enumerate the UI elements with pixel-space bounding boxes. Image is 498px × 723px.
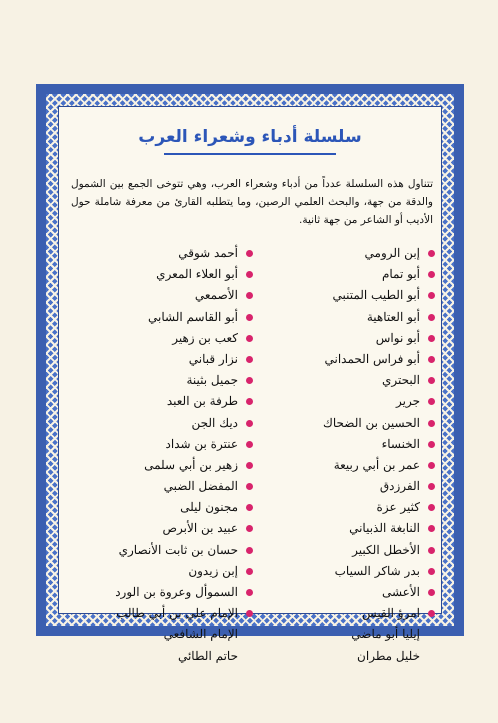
bullet-icon [246, 314, 253, 321]
list-item [53, 264, 253, 285]
bullet-icon [428, 377, 435, 384]
list-item-label: ديك الجن [191, 415, 238, 430]
list-item [265, 328, 435, 349]
list-item [53, 497, 253, 518]
bullet-icon [428, 250, 435, 257]
list-item [53, 476, 253, 497]
list-item-label: الفرزدق [379, 479, 420, 494]
bullet-icon [428, 441, 435, 448]
bullet-icon [428, 525, 435, 532]
bullet-icon [428, 420, 435, 427]
decorative-border [36, 84, 464, 663]
list-item-label: أبو الطيب المتنبي [332, 288, 420, 303]
list-item-label: النابغة الذبياني [349, 521, 420, 536]
list-item [265, 307, 435, 328]
list-item-label: الأخطل الكبير [352, 542, 420, 557]
list-item-label: مجنون ليلى [180, 500, 238, 515]
list-item-label: حسان بن ثابت الأنصاري [118, 542, 238, 557]
bullet-icon [246, 483, 253, 490]
list-item [265, 497, 435, 518]
bullet-icon [428, 462, 435, 469]
list-item-label: عنترة بن شداد [165, 436, 238, 451]
list-item [53, 646, 253, 667]
list-item-label: عمر بن أبي ربيعة [333, 457, 420, 472]
list-item-label: كعب بن زهير [172, 330, 238, 345]
list-item-label: امرؤ القيس [362, 606, 420, 621]
bullet-icon [246, 335, 253, 342]
list-item [265, 264, 435, 285]
bullet-icon [246, 504, 253, 511]
list-item-label: أبو فراس الحمداني [324, 351, 420, 366]
list-item-label: جرير [396, 394, 420, 409]
title-underline [164, 153, 336, 155]
bullet-icon [246, 525, 253, 532]
list-item [53, 413, 253, 434]
list-item [265, 518, 435, 539]
list-item-label: حاتم الطائي [177, 648, 238, 663]
bullet-icon [246, 398, 253, 405]
list-item [265, 434, 435, 455]
list-item-label: الحسين بن الضحاك [323, 415, 420, 430]
list-item [53, 285, 253, 306]
bullet-icon [246, 462, 253, 469]
list-item [265, 476, 435, 497]
list-item [53, 349, 253, 370]
list-item [53, 455, 253, 476]
list-item-label: البحتري [382, 373, 420, 388]
list-item [265, 391, 435, 412]
bullet-icon [246, 568, 253, 575]
bullet-icon [428, 589, 435, 596]
series-title: سلسلة أدباء وشعراء العرب [138, 127, 362, 147]
bullet-icon [428, 568, 435, 575]
bullet-icon [246, 589, 253, 596]
list-item-label: الإمام علي بن أبي طالب [116, 606, 238, 621]
bullet-icon [428, 356, 435, 363]
list-item [265, 243, 435, 264]
list-item [265, 285, 435, 306]
list-item-label: أبو العلاء المعري [156, 267, 238, 282]
list-item [265, 349, 435, 370]
bullet-icon [428, 271, 435, 278]
list-item [53, 307, 253, 328]
list-item [53, 582, 253, 603]
list-item [53, 518, 253, 539]
list-item-label: زهير بن أبي سلمى [144, 457, 238, 472]
list-item-label: أبو تمام [381, 267, 420, 282]
list-item-label: بدر شاكر السياب [334, 563, 420, 578]
bullet-icon [428, 335, 435, 342]
list-item [265, 646, 435, 667]
bullet-icon [246, 441, 253, 448]
list-item-label: أحمد شوقي [178, 246, 238, 260]
list-item-label: أبو القاسم الشابي [148, 309, 238, 324]
list-item-label: إبن زيدون [188, 563, 238, 578]
list-item-label: الأعشى [381, 585, 420, 599]
bullet-icon [428, 504, 435, 511]
list-item [53, 328, 253, 349]
list-item-label: السموأل وعروة بن الورد [115, 585, 238, 599]
list-item [53, 391, 253, 412]
list-item-label: جميل بثينة [186, 373, 238, 388]
list-item-label: المفضل الضبي [163, 479, 238, 494]
bullet-icon [246, 547, 253, 554]
list-item [265, 370, 435, 391]
list-item [53, 434, 253, 455]
bullet-icon [428, 547, 435, 554]
list-item-label: أبو نواس [375, 330, 420, 345]
list-item-label: إيليا أبو ماضي [351, 627, 420, 642]
bullet-icon [428, 610, 435, 617]
list-item-label: كثير عزة [376, 500, 420, 515]
bullet-icon [428, 398, 435, 405]
bullet-icon [246, 377, 253, 384]
list-item-label: خليل مطران [357, 648, 420, 663]
list-item-label: طرفة بن العبد [166, 394, 238, 409]
list-item [265, 624, 435, 645]
list-item [265, 561, 435, 582]
list-item [53, 243, 253, 264]
list-item [53, 603, 253, 624]
bullet-icon [428, 483, 435, 490]
list-item-label: أبو العتاهية [366, 309, 420, 324]
list-item-label: نزار قباني [188, 351, 238, 366]
list-item [53, 540, 253, 561]
bullet-icon [428, 292, 435, 299]
list-item-label: الإمام الشافعي [163, 627, 238, 642]
list-item-label: عبيد بن الأبرص [162, 521, 238, 536]
bullet-icon [246, 356, 253, 363]
bullet-icon [246, 610, 253, 617]
list-item-label: الخنساء [381, 436, 420, 451]
list-item [265, 455, 435, 476]
bullet-icon [428, 314, 435, 321]
list-item-label: إبن الرومي [364, 246, 420, 260]
bullet-icon [246, 420, 253, 427]
content-panel [58, 106, 442, 663]
bullet-icon [246, 292, 253, 299]
bullet-icon [246, 250, 253, 257]
list-item-label: الأصمعي [194, 288, 238, 303]
list-item [53, 624, 253, 645]
list-item [265, 603, 435, 624]
list-item [53, 561, 253, 582]
intro-paragraph: تتناول هذه السلسلة عدداً من أدباء وشعراء العرب، وهي تتوخى الجمع بين الشمول والدقة من جهة، والبحث العلمي الرصين، وما يتطلبه القارئ من معرفة شاملة حول الأديب أو الشاعر من جهة ثانية. [71, 178, 433, 226]
list-item [265, 582, 435, 603]
list-item [265, 413, 435, 434]
bullet-icon [246, 271, 253, 278]
list-item [265, 540, 435, 561]
right-name-list [265, 243, 435, 667]
left-name-list [53, 243, 253, 667]
list-item [53, 370, 253, 391]
